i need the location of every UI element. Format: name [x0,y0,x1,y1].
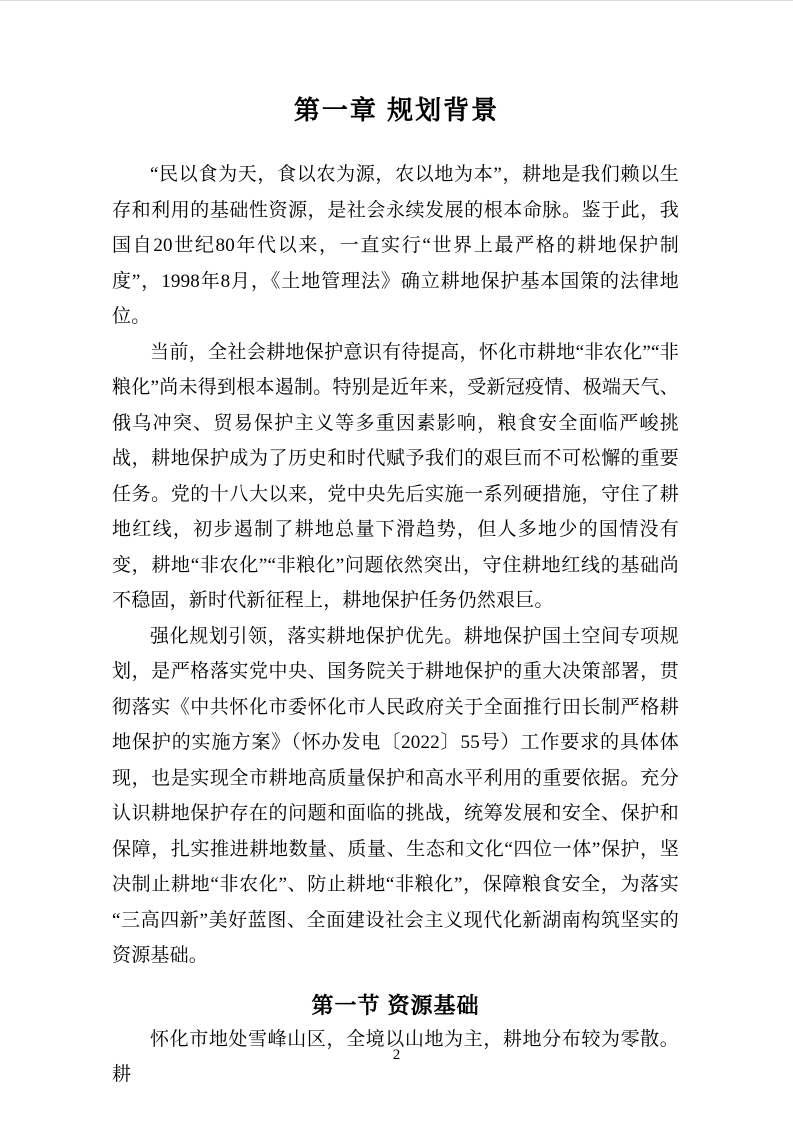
body-paragraph-4: 怀化市地处雪峰山区，全境以山地为主，耕地分布较为零散。耕 [112,1028,679,1085]
body-paragraph-1: “民以食为天，食以农为源，农以地为本”，耕地是我们赖以生存和利用的基础性资源，是社会永续发展的根本命脉。鉴于此，我国自20世纪80年代以来，一直实行“世界上最严格的耕地保护制度”，1998年8月，《土地管理法》确立耕地保护基本国策的法律地位。 [112,164,679,327]
section-title: 第一节 资源基础 [311,992,480,1018]
document-body [112,157,679,1093]
body-paragraph-2: 当前，全社会耕地保护意识有待提高，怀化市耕地“非农化”“非粮化”尚未得到根本遏制。特别是近年来，受新冠疫情、极端天气、俄乌冲突、贸易保护主义等多重因素影响，粮食安全面临严峻挑战，耕地保护成为了历史和时代赋予我们的艰巨而不可松懈的重要任务。党的十八大以来，党中央先后实施一系列硬措施，守住了耕地红线，初步遏制了耕地总量下滑趋势，但人多地少的国情没有变，耕地“非农化”“非粮化”问题依然突出，守住耕地红线的基础尚不稳固，新时代新征程上，耕地保护任务仍然艰巨。 [112,341,679,611]
body-paragraph-3: 强化规划引领，落实耕地保护优先。耕地保护国土空间专项规划，是严格落实党中央、国务院关于耕地保护的重大决策部署，贯彻落实《中共怀化市委怀化市人民政府关于全面推行田长制严格耕地保护的实施方案》（怀办发电〔2022〕55号）工作要求的具体体现，也是实现全市耕地高质量保护和高水平利用的重要依据。充分认识耕地保护存在的问题和面临的挑战，统筹发展和安全、保护和保障，扎实推进耕地数量、质量、生态和文化“四位一体”保护，坚决制止耕地“非农化”、防止耕地“非粮化”，保障粮食安全，为落实“三高四新”美好蓝图、全面建设社会主义现代化新湖南构筑坚实的资源基础。 [112,625,679,966]
page-number: 2 [392,1047,401,1063]
chapter-title: 第一章 规划背景 [293,95,500,125]
